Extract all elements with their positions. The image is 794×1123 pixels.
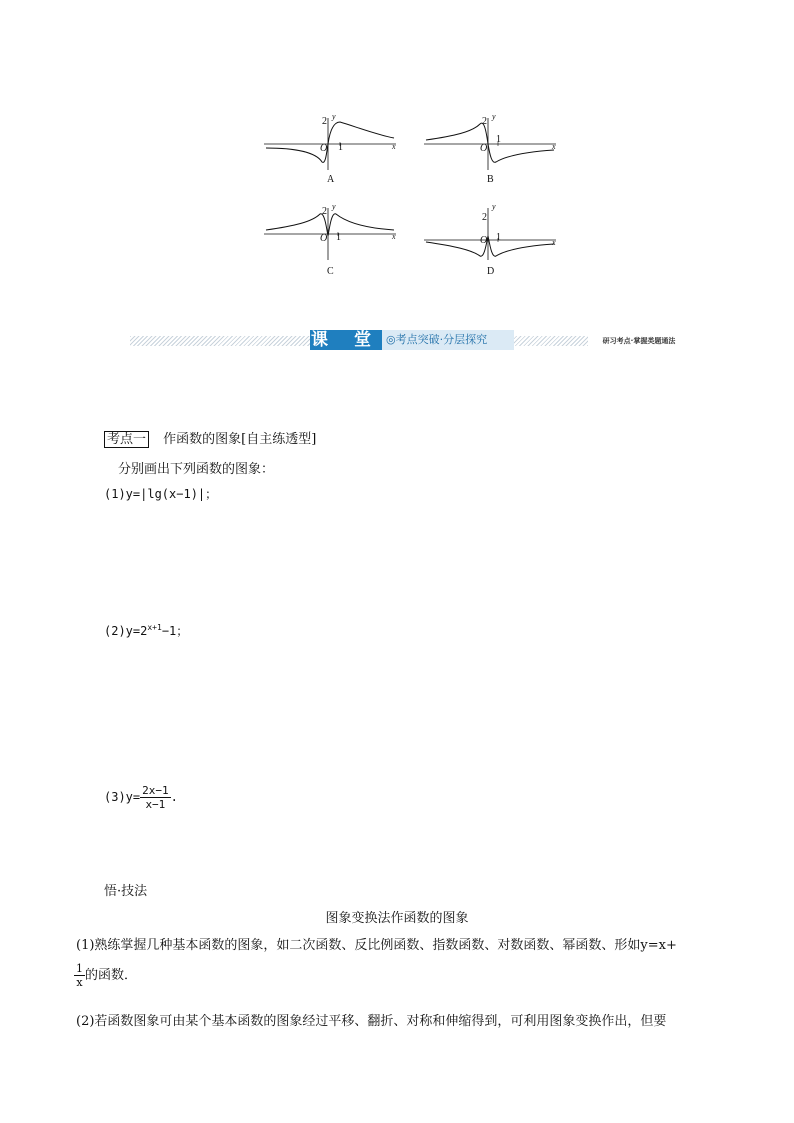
graph-a-ytick: 2 [322,116,327,127]
problem-3-fraction [140,784,171,811]
graph-c [264,202,400,262]
topic-heading: 作函数的图象[自主练透型] [163,432,317,447]
graph-c-label: C [327,266,334,277]
banner-subtitle: ◎考点突破·分层探究 [382,330,514,350]
graph-a-label: A [327,174,335,185]
section-banner [130,328,690,354]
graph-a-xaxis-label: x [392,142,396,151]
method-fraction [74,962,85,989]
graph-a-origin: O [320,143,328,154]
graph-d-plot [424,206,560,262]
graph-b-plot [424,116,560,172]
problem-1: (1)y=|lg(x−1)|； [104,487,218,501]
banner-title: 课 堂 [311,330,381,350]
graph-b [424,112,560,172]
graph-d [424,202,560,262]
graph-a-xtick: 1 [338,142,343,153]
graph-c-plot [264,206,400,262]
problem-3-denominator: x−1 [145,798,166,811]
graph-d-xtick: 1 [496,232,501,243]
graph-b-ytick: 2 [482,116,487,127]
graph-c-ytick: 2 [322,206,327,217]
problem-2-base: (2)y=2 [104,624,148,638]
graph-b-yaxis-label: y [492,112,496,121]
problem-3-numerator: 2x−1 [142,784,169,797]
method-paragraph-1-end: 的函数． [85,968,138,983]
graph-c-xaxis-label: x [392,232,396,241]
instruction-text: 分别画出下列函数的图象： [118,462,275,477]
graph-c-origin: O [320,233,328,244]
graph-a-yaxis-label: y [332,112,336,121]
problem-2-tail: −1； [161,624,189,638]
method-label: 悟·技法 [104,884,148,899]
graph-b-label: B [487,174,494,185]
graph-d-yaxis-label: y [492,202,496,211]
graph-c-xtick: 1 [336,232,341,243]
method-fraction-numerator: 1 [76,962,83,975]
graph-c-yaxis-label: y [332,202,336,211]
graph-d-ytick: 2 [482,212,487,223]
problem-3-tail: . [170,790,178,804]
graph-b-origin: O [480,143,488,154]
method-paragraph-2: (2)若函数图象可由某个基本函数的图象经过平移、翻折、对称和伸缩得到，可利用图象变换作出，但要 [76,1014,667,1029]
problem-3 [104,784,178,811]
graph-b-xaxis-label: x [552,142,556,151]
graph-b-xtick: 1 [496,134,501,145]
problem-2 [104,622,188,639]
problem-2-exponent: x+1 [147,623,162,632]
graph-d-label: D [487,266,495,277]
topic-tag: 考点一 [104,431,149,448]
method-title: 图象变换法作函数的图象 [325,911,469,926]
graph-d-origin: O [480,235,488,246]
banner-right-text: 研习考点·掌握类题通法 [588,334,690,348]
section-heading-line [104,428,316,447]
problem-3-prefix: (3)y= [104,790,141,804]
method-paragraph-1-cont [74,962,137,989]
graph-d-xaxis-label: x [552,238,556,247]
method-paragraph-1: (1)熟练掌握几种基本函数的图象，如二次函数、反比例函数、指数函数、对数函数、幂函数、形如y=x+ [76,938,677,953]
graph-a-plot [264,116,400,172]
method-fraction-denominator: x [76,976,83,989]
graph-a [264,112,400,172]
